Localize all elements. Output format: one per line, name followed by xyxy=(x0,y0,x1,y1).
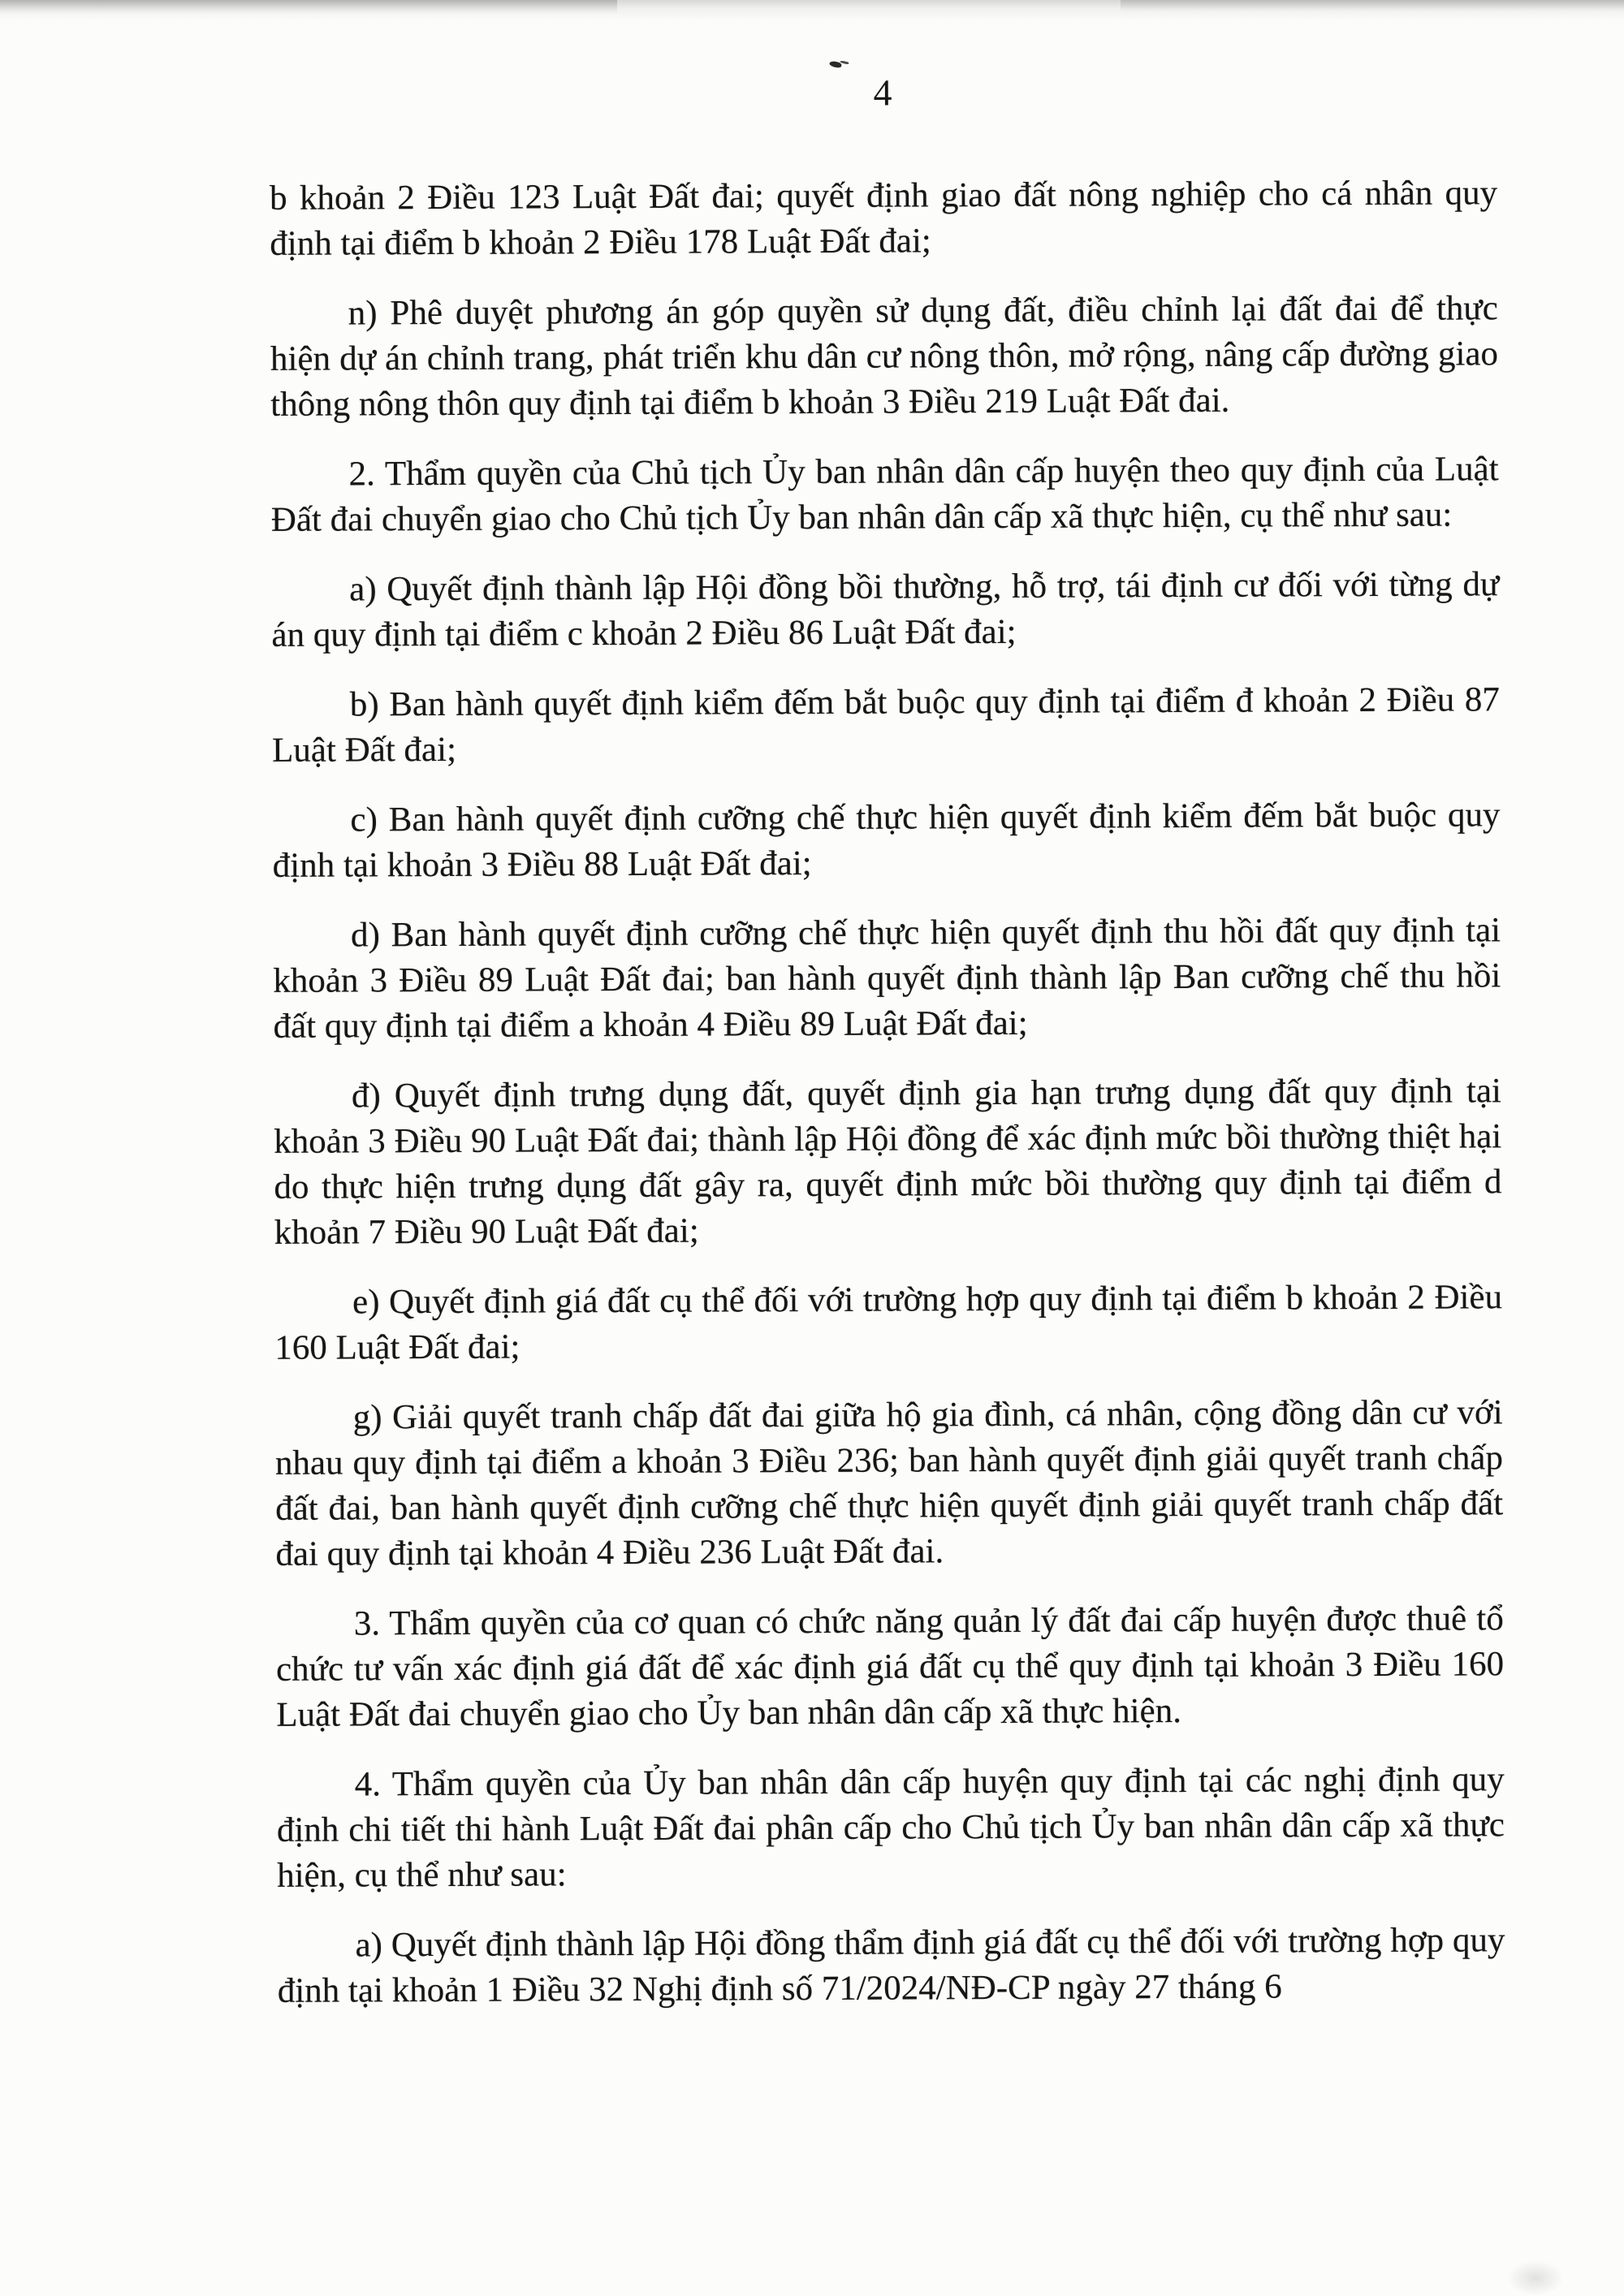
paragraph: d) Ban hành quyết định cưỡng chế thực hiện quyết định thu hồi đất quy định tại khoản 3 Điều 89 Luật Đất đai; ban hành quyết định thành lập Ban cưỡng chế thu hồi đất quy định tại điểm a khoản 4 Điều 89 Luật Đất đai; xyxy=(273,911,1501,1046)
paragraph: 4. Thẩm quyền của Ủy ban nhân dân cấp huyện quy định tại các nghị định quy định chi tiết thi hành Luật Đất đai phân cấp cho Chủ tịch Ủy ban nhân dân cấp xã thực hiện, cụ thể như sau: xyxy=(276,1760,1505,1895)
paragraph: b khoản 2 Điều 123 Luật Đất đai; quyết định giao đất nông nghiệp cho cá nhân quy định tại điểm b khoản 2 Điều 178 Luật Đất đai; xyxy=(270,174,1498,263)
page-number: 4 xyxy=(873,71,893,114)
paragraph: 2. Thẩm quyền của Chủ tịch Ủy ban nhân dân cấp huyện theo quy định của Luật Đất đai chuyển giao cho Chủ tịch Ủy ban nhân dân cấp xã thực hiện, cụ thể như sau: xyxy=(270,450,1499,539)
document-body xyxy=(270,170,1505,2039)
paragraph: c) Ban hành quyết định cưỡng chế thực hiện quyết định kiểm đếm bắt buộc quy định tại khoản 3 Điều 88 Luật Đất đai; xyxy=(272,796,1501,885)
paragraph: a) Quyết định thành lập Hội đồng thẩm định giá đất cụ thể đối với trường hợp quy định tại khoản 1 Điều 32 Nghị định số 71/2024/NĐ-CP ngày 27 tháng 6 xyxy=(277,1921,1505,2010)
paragraph: a) Quyết định thành lập Hội đồng bồi thường, hỗ trợ, tái định cư đối với từng dự án quy định tại điểm c khoản 2 Điều 86 Luật Đất đai; xyxy=(271,565,1500,654)
scan-smudge xyxy=(1507,2260,1564,2296)
paragraph: n) Phê duyệt phương án góp quyền sử dụng đất, điều chỉnh lại đất đai để thực hiện dự án chỉnh trang, phát triển khu dân cư nông thôn, mở rộng, nâng cấp đường giao thông nông thôn quy định tại điểm b khoản 3 Điều 219 Luật Đất đai. xyxy=(270,289,1499,424)
ink-speck xyxy=(829,60,842,68)
paragraph: đ) Quyết định trưng dụng đất, quyết định gia hạn trưng dụng đất quy định tại khoản 3 Điều 90 Luật Đất đai; thành lập Hội đồng để xác định mức bồi thường thiệt hại do thực hiện trưng dụng đất gây ra, quyết định mức bồi thường quy định tại điểm d khoản 7 Điều 90 Luật Đất đai; xyxy=(274,1072,1502,1252)
paragraph: e) Quyết định giá đất cụ thể đối với trường hợp quy định tại điểm b khoản 2 Điều 160 Luật Đất đai; xyxy=(274,1278,1503,1367)
paragraph: b) Ban hành quyết định kiểm đếm bắt buộc quy định tại điểm đ khoản 2 Điều 87 Luật Đất đai; xyxy=(271,680,1500,770)
paragraph: g) Giải quyết tranh chấp đất đai giữa hộ gia đình, cá nhân, cộng đồng dân cư với nhau quy định tại điểm a khoản 3 Điều 236; ban hành quyết định giải quyết tranh chấp đất đai, ban hành quyết định cưỡng chế thực hiện quyết định giải quyết tranh chấp đất đai quy định tại khoản 4 Điều 236 Luật Đất đai. xyxy=(274,1393,1504,1573)
paragraph: 3. Thẩm quyền của cơ quan có chức năng quản lý đất đai cấp huyện được thuê tổ chức tư vấn xác định giá đất để xác định giá đất cụ thể quy định tại khoản 3 Điều 160 Luật Đất đai chuyển giao cho Ủy ban nhân dân cấp xã thực hiện. xyxy=(275,1599,1505,1734)
